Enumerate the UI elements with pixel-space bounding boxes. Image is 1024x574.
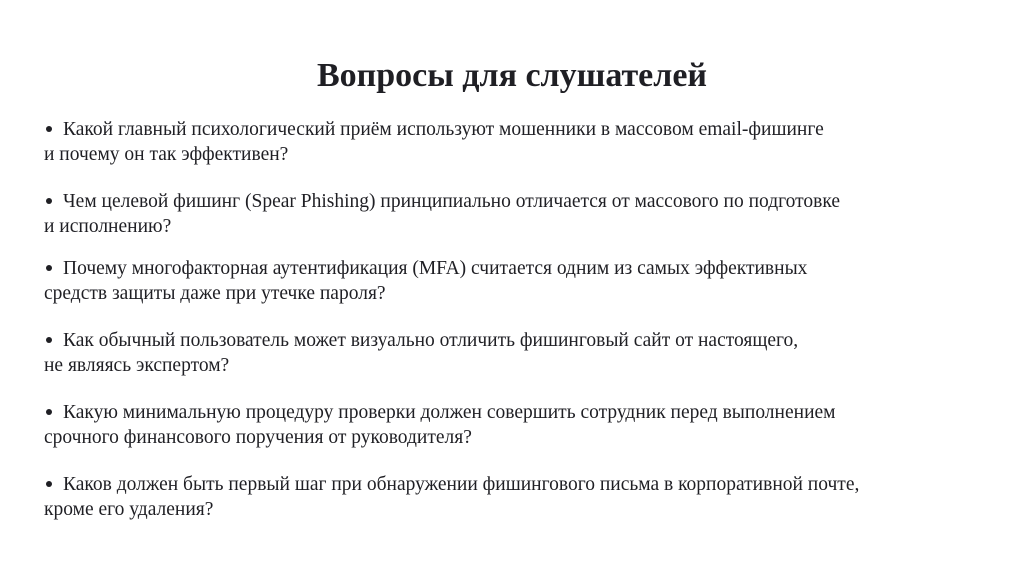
bullet-icon	[46, 337, 52, 343]
question-first-line	[44, 256, 1004, 281]
question-text-line2: не являясь экспертом?	[44, 355, 230, 376]
question-text-line1: Чем целевой фишинг (Spear Phishing) принципиально отличается от массового по подготовке	[63, 191, 841, 212]
question-item	[44, 256, 1004, 306]
question-first-line	[44, 400, 1004, 425]
question-text-line1: Какой главный психологический приём используют мошенники в массовом email-фишинге	[63, 119, 824, 140]
bullet-icon	[46, 126, 52, 132]
question-text-line2: и исполнению?	[44, 216, 172, 237]
question-text-line1: Какую минимальную процедуру проверки должен совершить сотрудник перед выполнением	[63, 402, 836, 423]
bullet-icon	[46, 409, 52, 415]
question-first-line	[44, 189, 1004, 214]
question-item	[44, 189, 1004, 239]
bullet-icon	[46, 481, 52, 487]
bullet-icon	[46, 198, 52, 204]
question-text-line1: Как обычный пользователь может визуально отличить фишинговый сайт от настоящего,	[63, 330, 799, 351]
question-first-line	[44, 117, 1004, 142]
question-text-line2: кроме его удаления?	[44, 499, 214, 520]
question-text-line2: и почему он так эффективен?	[44, 144, 289, 165]
bullet-icon	[46, 265, 52, 271]
question-text-line1: Каков должен быть первый шаг при обнаружении фишингового письма в корпоративной почте,	[63, 474, 860, 495]
question-text-line2: срочного финансового поручения от руководителя?	[44, 427, 472, 448]
question-item	[44, 400, 1004, 450]
slide-title: Вопросы для слушателей	[316, 57, 708, 94]
questions-list	[44, 117, 1004, 522]
question-first-line	[44, 472, 1004, 497]
question-first-line	[44, 328, 1004, 353]
question-item	[44, 117, 1004, 167]
question-text-line1: Почему многофакторная аутентификация (MFA) считается одним из самых эффективных	[63, 258, 808, 279]
question-item	[44, 472, 1004, 522]
question-item	[44, 328, 1004, 378]
question-text-line2: средств защиты даже при утечке пароля?	[44, 283, 386, 304]
